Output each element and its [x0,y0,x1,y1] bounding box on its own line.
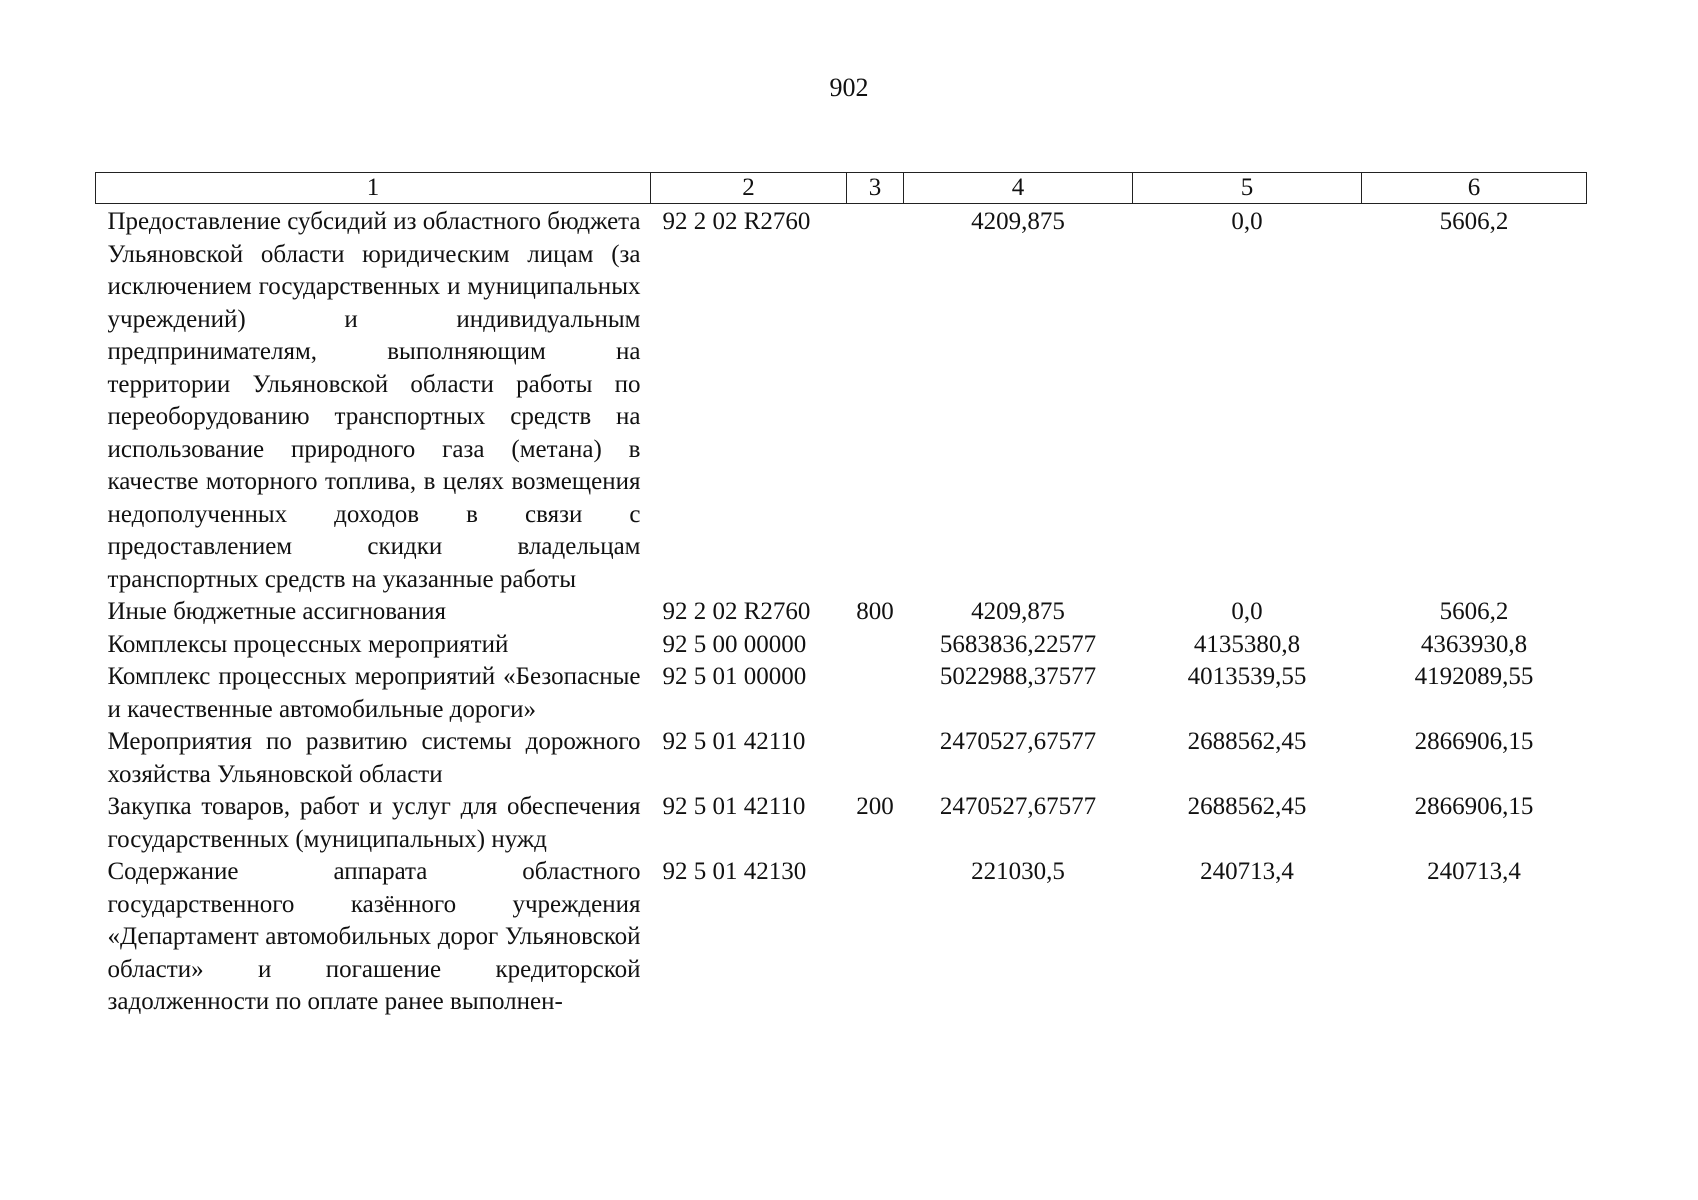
row-value-6: 2866906,15 [1414,728,1534,755]
row-code: 92 5 01 42110 [662,793,806,820]
row-value-4: 221030,5 [971,858,1065,885]
row-name: Содержание аппарата областного государственного казённого учреждения «Департамент автомобильных дорог Ульяновской области» и погашение кредиторской задолженности по оплате ранее выполнен- [107,858,641,1015]
header-cell-2: 2 [651,173,847,204]
page-number: 902 [829,73,869,102]
row-value-5: 240713,4 [1200,858,1294,885]
table-row [96,791,1587,856]
table-row [96,661,1587,726]
row-value-4: 4209,875 [971,208,1065,235]
row-name: Предоставление субсидий из областного бюджета Ульяновской области юридическим лицам (за исключением государственных и муниципальных учреждений) и индивидуальным предпринимателям, выполняющим на территории Ульяновской области работы по переоборудованию транспортных средств на использование природного газа (метана) в качестве моторного топлива, в целях возмещения недополученных доходов в связи с предоставлением скидки владельцам транспортных средств на указанные работы [107,208,641,593]
row-value-4: 2470527,67577 [939,793,1097,820]
row-value-6: 4192089,55 [1414,663,1534,690]
row-expense-type: 200 [856,793,894,820]
row-value-6: 5606,2 [1439,598,1509,625]
row-name: Комплекс процессных мероприятий «Безопасные и качественные автомобильные дороги» [107,663,641,723]
row-code: 92 2 02 R2760 [662,598,811,625]
row-code: 92 5 00 00000 [662,630,807,658]
row-expense-type: 800 [856,598,894,625]
table-row [96,726,1587,791]
row-name: Иные бюджетные ассигнования [107,598,447,625]
table-row [96,629,1587,662]
table-row [96,204,1587,597]
row-value-6: 2866906,15 [1414,793,1534,820]
row-code: 92 5 01 42110 [662,728,806,755]
row-code: 92 5 01 42130 [662,858,807,885]
row-value-4: 2470527,67577 [939,728,1097,755]
row-expense-type [847,629,904,662]
header-cell-4: 4 [904,173,1133,204]
header-cell-1: 1 [96,173,651,204]
row-value-5: 2688562,45 [1187,728,1307,755]
row-code: 92 2 02 R2760 [662,208,811,235]
row-value-4: 5683836,22577 [939,630,1097,658]
row-value-5: 2688562,45 [1187,793,1307,820]
row-value-6: 240713,4 [1427,858,1521,885]
header-cell-6: 6 [1362,173,1587,204]
table-row [96,856,1587,1019]
row-code: 92 5 01 00000 [662,663,807,690]
row-value-5: 0,0 [1231,208,1263,235]
row-expense-type [847,204,904,597]
row-name: Закупка товаров, работ и услуг для обеспечения государственных (муниципальных) нужд [107,793,641,853]
row-expense-type [847,726,904,791]
table-row [96,596,1587,629]
row-value-5: 4013539,55 [1187,663,1307,690]
row-value-4: 5022988,37577 [939,663,1097,690]
row-value-4: 4209,875 [971,598,1065,625]
header-cell-5: 5 [1133,173,1362,204]
header-cell-3: 3 [847,173,904,204]
row-expense-type [847,856,904,1019]
row-value-5: 4135380,8 [1193,630,1301,658]
row-name: Мероприятия по развитию системы дорожного хозяйства Ульяновской области [107,728,641,788]
row-value-6: 4363930,8 [1420,630,1528,658]
row-name: Комплексы процессных мероприятий [107,630,509,658]
row-expense-type [847,661,904,726]
budget-table [95,172,1587,1019]
row-value-6: 5606,2 [1439,208,1509,235]
table-header-row [96,173,1587,204]
row-value-5: 0,0 [1231,598,1263,625]
